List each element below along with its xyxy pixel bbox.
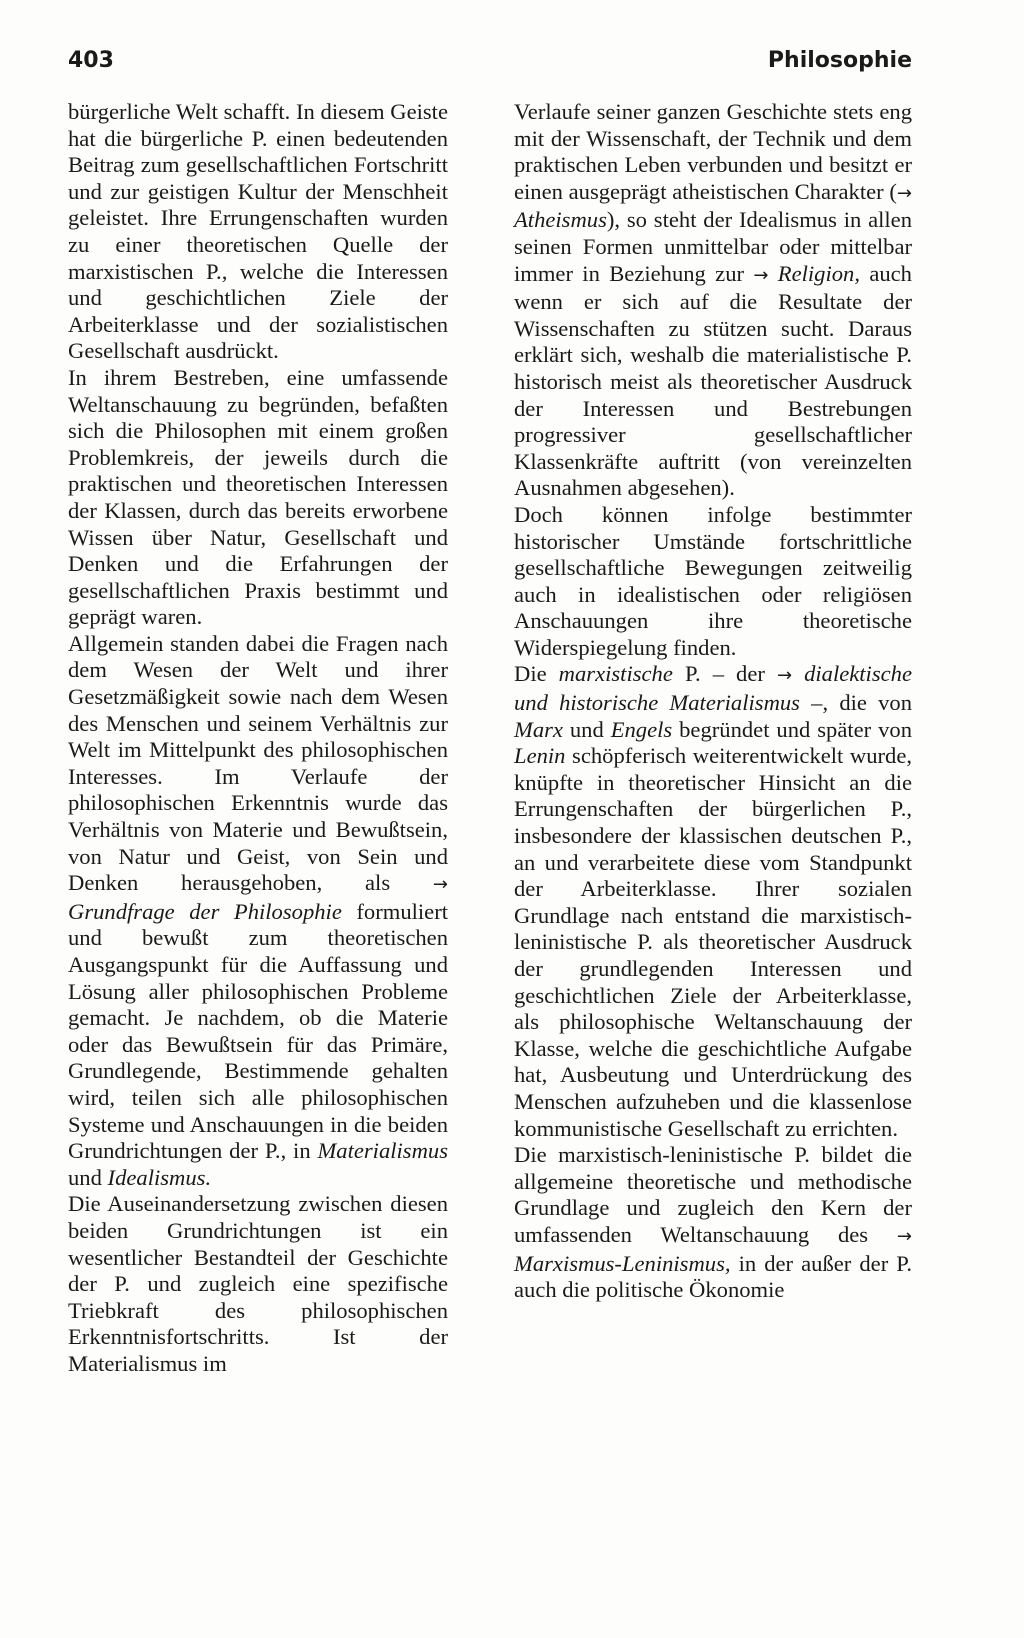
- cross-reference-arrow-icon: →: [432, 874, 448, 896]
- text-run: schöpferisch weiterentwickelt wurde, knüpfte in theoretischer Hinsicht an die Errungenschaften der bürgerlichen P., insbesondere der klassischen deutschen P., an und verarbeitete diese vom Standpunkt der Arbeiterklasse. Ihrer sozialen Grundlage nach entstand die marxistisch-leninistische P. als theoretischer Ausdruck der grundlegenden Interessen und geschichtlichen Ziele der Arbeiterklasse, als philosophische Weltanschauung der Klasse, welche die geschichtliche Aufgabe hat, Ausbeutung und Unterdrückung des Menschen aufzuheben und die klassenlose kommunistische Gesellschaft zu errichten.: [514, 743, 912, 1141]
- right-column: [514, 99, 912, 1304]
- text-run: und: [562, 716, 611, 742]
- left-column: [68, 99, 448, 1378]
- text-run: Die marxistisch-leninistische P. bildet die allgemeine theoretische und methodische Grundlage und zugleich den Kern der umfassenden Weltanschauung des: [514, 1142, 912, 1247]
- paragraph: [514, 1142, 912, 1304]
- paragraph: In ihrem Bestreben, eine umfassende Weltanschauung zu begründen, befaßten sich die Philosophen mit einem großen Problemkreis, der jeweils durch die praktischen und theoretischen Interessen der Klassen, durch das bereits erworbene Wissen über Natur, Gesellschaft und Denken und die Erfahrungen der gesellschaftlichen Praxis bestimmt und geprägt waren.: [68, 364, 448, 630]
- cross-reference-link[interactable]: Marxismus-Leninismus,: [514, 1250, 731, 1276]
- paragraph: [514, 661, 912, 1142]
- page-number: 403: [68, 48, 114, 73]
- text-run: formuliert und bewußt zum theoretischen Ausgangspunkt für die Auffassung und Lösung aller philosophischen Probleme gemacht. Je nachdem, ob die Materie oder das Bewußtsein für das Primäre, Grundlegende, Bestimmende gehalten wird, teilen sich alle philosophischen Systeme und Anschauungen in die beiden Grundrichtungen der P., in: [68, 898, 449, 1164]
- page-header: [68, 48, 912, 88]
- text-run: begründet und später von: [672, 716, 912, 742]
- text-run: auch wenn er sich auf die Resultate der Wissenschaften zu stützen sucht. Daraus erklärt sich, weshalb die materialistische P. historisch meist als theoretischer Ausdruck der Interessen und Bestrebungen progressiver gesellschaftlicher Klassenkräfte auftritt (von vereinzelten Ausnahmen abgesehen).: [514, 260, 912, 501]
- emphasis-name: Engels: [610, 716, 673, 742]
- cross-reference-link[interactable]: Grundfrage der Philosophie: [68, 898, 342, 924]
- text-run: Allgemein standen dabei die Fragen nach dem Wesen der Welt und ihrer Gesetzmäßigkeit sowie nach dem Wesen des Menschen und seinem Verhältnis zur Welt im Mittelpunkt des philosophischen Interesses. Im Verlaufe der philosophischen Erkenntnis wurde das Verhältnis von Materie und Bewußtsein, von Natur und Geist, von Sein und Denken herausgehoben, als: [68, 630, 448, 896]
- text-run: –, die von: [799, 690, 912, 716]
- cross-reference-arrow-icon: →: [896, 1225, 912, 1247]
- text-run: ), so steht der Idealismus in allen seinen Formen unmittelbar oder mittelbar immer in Beziehung zur: [514, 207, 912, 286]
- emphasis-name: Marx: [514, 716, 563, 742]
- section-title: Philosophie: [767, 48, 912, 73]
- cross-reference-arrow-icon: →: [776, 665, 793, 687]
- cross-reference-link[interactable]: dialektische und historische Materialismus: [514, 661, 912, 716]
- paragraph: [68, 631, 448, 1191]
- cross-reference-term: Idealismus.: [107, 1164, 212, 1190]
- paragraph: [514, 99, 912, 502]
- text-run: in der außer der P. auch die politische Ökonomie: [514, 1250, 912, 1303]
- text-run: Die: [514, 661, 559, 687]
- paragraph: Die Auseinandersetzung zwischen diesen beiden Grundrichtungen ist ein wesentlicher Bestandteil der Geschichte der P. und zugleich eine spezifische Triebkraft des philosophischen Erkenntnisfortschritts. Ist der Materialismus im: [68, 1191, 448, 1376]
- cross-reference-arrow-icon: →: [753, 264, 769, 286]
- emphasis-name: Lenin: [514, 743, 566, 769]
- cross-reference-arrow-icon: →: [896, 182, 912, 204]
- cross-reference-term: Materialismus: [317, 1138, 448, 1164]
- cross-reference-link[interactable]: Atheismus: [514, 207, 607, 233]
- text-run: und: [68, 1164, 108, 1190]
- text-run: P. – der: [672, 661, 777, 687]
- cross-reference-link[interactable]: Religion,: [777, 260, 860, 286]
- emphasis-term: marxistische: [558, 661, 673, 687]
- text-run: Verlaufe seiner ganzen Geschichte stets eng mit der Wissenschaft, der Technik und dem praktischen Leben verbunden und besitzt er einen ausgeprägt atheistischen Charakter (: [514, 99, 912, 204]
- paragraph: bürgerliche Welt schafft. In diesem Geiste hat die bürgerliche P. einen bedeutenden Beitrag zum gesellschaftlichen Fortschritt und zur geistigen Kultur der Menschheit geleistet. Ihre Errungenschaften wurden zu einer theoretischen Quelle der marxistischen P., welche die Interessen und geschichtlichen Ziele der Arbeiterklasse und der sozialistischen Gesellschaft ausdrückt.: [68, 99, 448, 364]
- paragraph: Doch können infolge bestimmter historischer Umstände fortschrittliche gesellschaftliche Bewegungen zeitweilig auch in idealistischen oder religiösen Anschauungen ihre theoretische Widerspiegelung finden.: [514, 501, 912, 660]
